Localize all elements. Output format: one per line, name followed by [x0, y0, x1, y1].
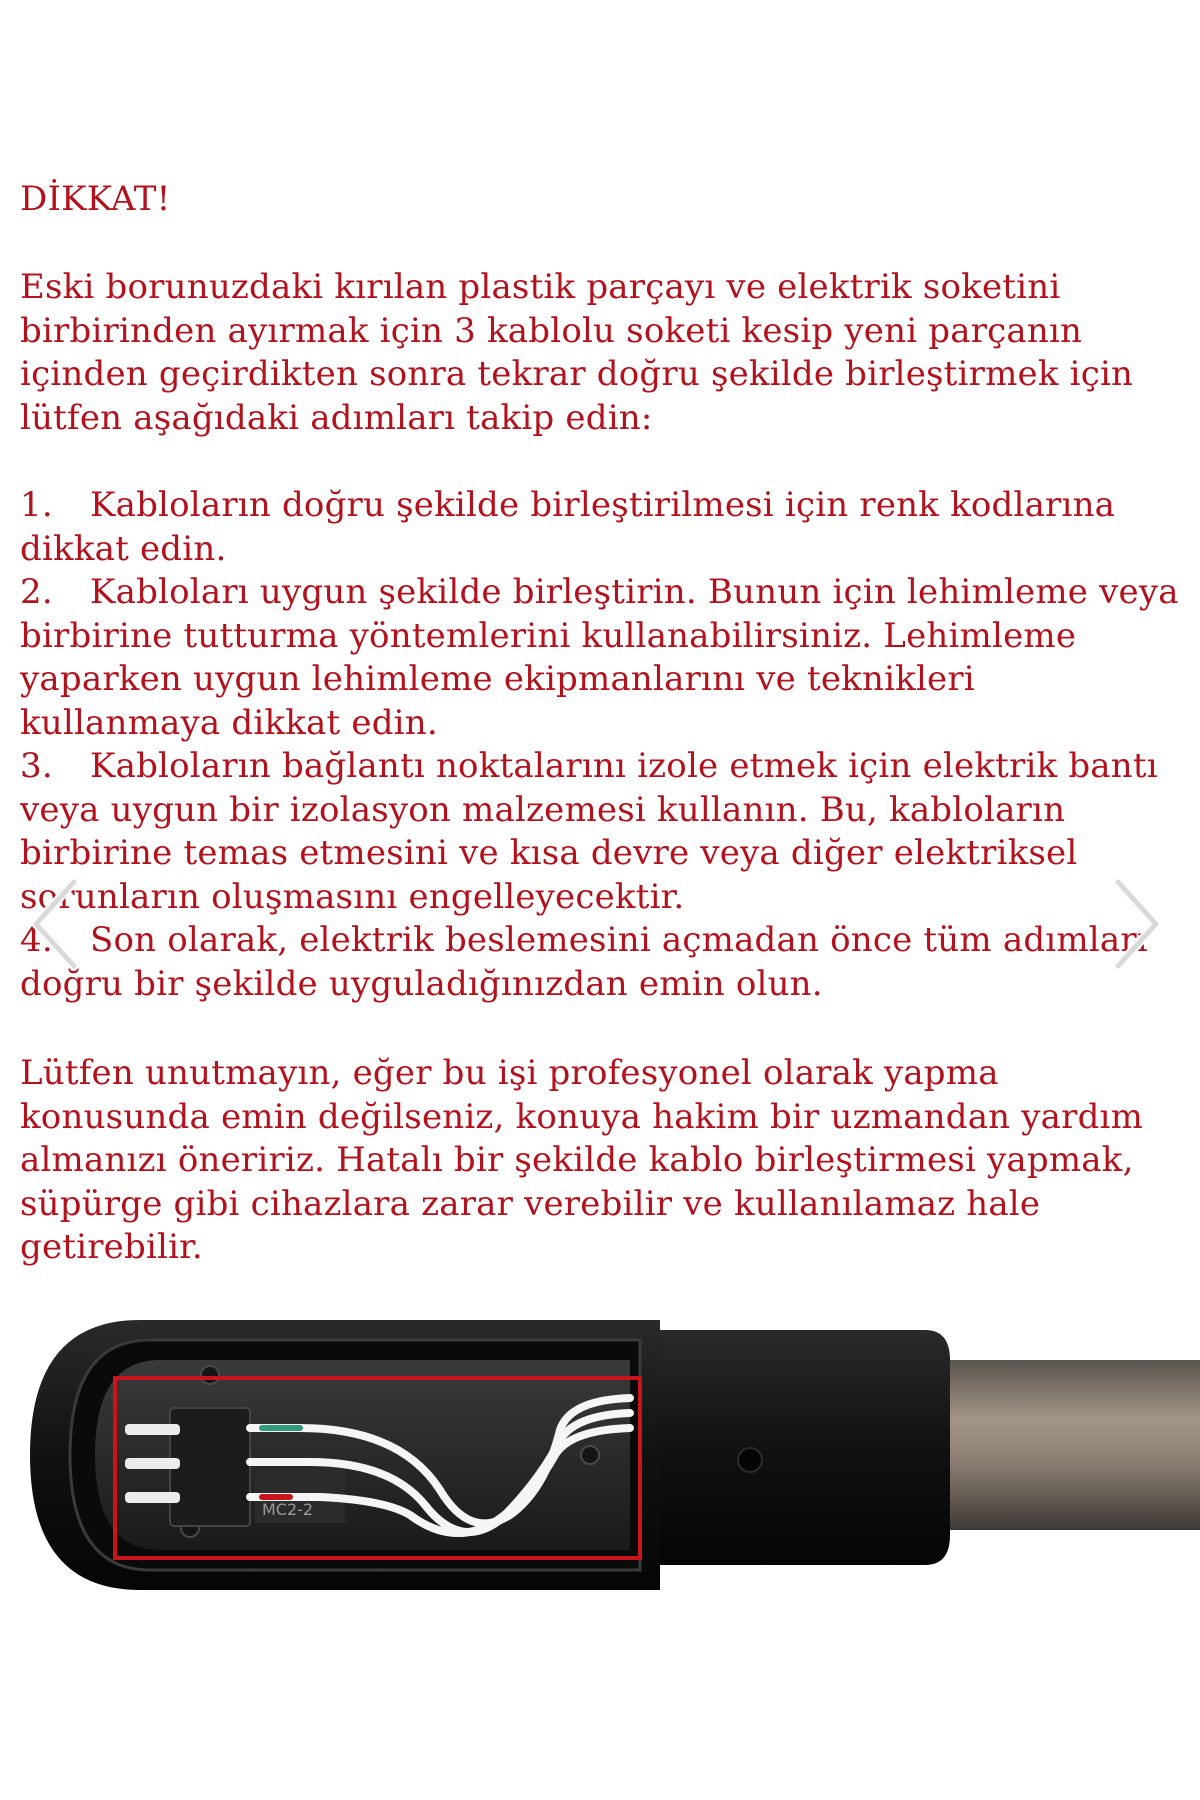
connector-block	[170, 1408, 250, 1526]
chevron-right-icon	[1108, 876, 1164, 972]
vacuum-pipe-illustration	[0, 1300, 1200, 1630]
step-text: Son olarak, elektrik beslemesini açmadan önce tüm adımları doğru bir şekilde uyguladığınızdan emin olun.	[20, 920, 1148, 1004]
warning-paragraph: Lütfen unutmayın, eğer bu işi profesyonel olarak yapma konusunda emin değilseniz, konuya hakim bir uzmandan yardım almanızı öneririz. Hatalı bir şekilde kablo birleştirmesi yapmak, süpürge gibi cihazlara zarar verebilir ve kullanılamaz hale getirebilir.	[20, 1053, 1144, 1267]
vacuum-pipe-photo	[0, 1300, 1200, 1630]
notice-intro: Eski borunuzdaki kırılan plastik parçayı ve elektrik soketini birbirinden ayırmak için 3 kablolu soketi kesip yeni parçanın içinden geçirdikten sonra tekrar doğru şekilde birleştirmek için lütfen aşağıdaki adımları takip edin:	[20, 267, 1134, 438]
step-item	[20, 571, 1180, 745]
collar	[640, 1330, 950, 1565]
step-number: 3.	[20, 746, 53, 786]
notice-title: DİKKAT!	[20, 179, 171, 219]
screw-hole	[738, 1448, 762, 1472]
step-number: 1.	[20, 485, 53, 525]
next-image-button[interactable]	[1108, 876, 1164, 972]
step-number: 4.	[20, 920, 53, 960]
part-label: MC2-2	[262, 1500, 314, 1519]
prev-image-button[interactable]	[28, 876, 84, 972]
step-item	[20, 919, 1180, 1006]
step-text: Kabloların bağlantı noktalarını izole etmek için elektrik bantı veya uygun bir izolasyon malzemesi kullanın. Bu, kabloların birbirine temas etmesini ve kısa devre veya diğer elektriksel sorunların oluşmasını engelleyecektir.	[20, 746, 1158, 917]
step-item	[20, 484, 1180, 571]
step-text: Kabloları uygun şekilde birleştirin. Bunun için lehimleme veya birbirine tutturma yöntemlerini kullanabilirsiniz. Lehimleme yaparken uygun lehimleme ekipmanlarını ve teknikleri kullanmaya dikkat edin.	[20, 572, 1179, 743]
steps-list	[20, 484, 1180, 1006]
step-number: 2.	[20, 572, 53, 612]
step-text: Kabloların doğru şekilde birleştirilmesi için renk kodlarına dikkat edin.	[20, 485, 1116, 569]
step-item	[20, 745, 1180, 919]
chevron-left-icon	[28, 876, 84, 972]
